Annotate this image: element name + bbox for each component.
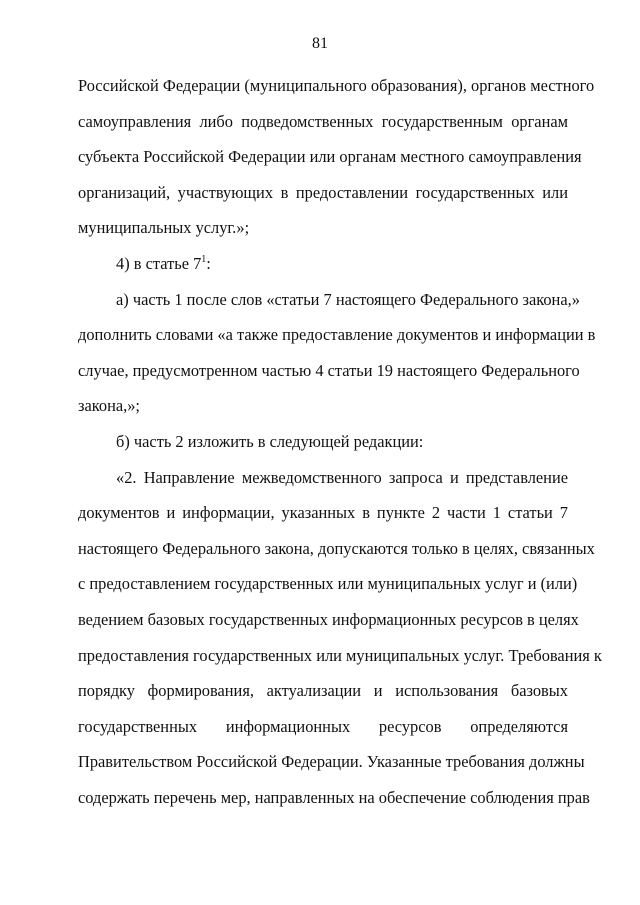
text-line: предоставления государственных или муниципальных услуг. Требования к [78, 645, 602, 665]
text-line: ведением базовых государственных информационных ресурсов в целях [78, 609, 579, 629]
text-line: Российской Федерации (муниципального образования), органов местного [78, 76, 595, 95]
text-line: субъекта Российской Федерации или органам местного самоуправления [78, 147, 582, 167]
paragraph-2-colon: : [206, 253, 211, 273]
document-body [78, 68, 602, 815]
text-line: муниципальных услуг.»; [78, 218, 250, 238]
text-line: «2. Направление межведомственного запроса и представление [116, 467, 568, 487]
text-line: с предоставлением государственных или муниципальных услуг и (или) [78, 574, 578, 594]
paragraph-5 [78, 460, 602, 816]
text-line: б) часть 2 изложить в следующей редакции: [116, 431, 424, 451]
text-line: случае, предусмотренном частью 4 статьи 19 настоящего Федерального [78, 360, 580, 380]
paragraph-3 [78, 282, 596, 424]
paragraph-1 [78, 68, 595, 246]
text-line: а) часть 1 после слов «статьи 7 настоящего Федерального закона,» [116, 289, 580, 309]
text-line [78, 246, 568, 282]
paragraph-2-text: 4) в статье 7 [116, 253, 202, 273]
text-line: Правительством Российской Федерации. Указанные требования должны [78, 752, 585, 772]
page-number: 81 [312, 35, 328, 52]
text-line: самоуправления либо подведомственных государственным органам [78, 111, 568, 131]
text-line: порядку формирования, актуализации и использования базовых [78, 681, 568, 701]
text-line: дополнить словами «а также предоставление документов и информации в [78, 325, 596, 345]
paragraph-4 [78, 424, 568, 460]
text-line: документов и информации, указанных в пункте 2 части 1 статьи 7 [78, 503, 568, 523]
text-line: организаций, участвующих в предоставлении государственных или [78, 182, 568, 202]
text-line: содержать перечень мер, направленных на обеспечение соблюдения прав [78, 787, 590, 807]
superscript: 1 [201, 253, 207, 265]
paragraph-2 [78, 246, 568, 282]
text-line: настоящего Федерального закона, допускаются только в целях, связанных [78, 538, 595, 558]
text-line: закона,»; [78, 396, 140, 416]
text-line: государственных информационных ресурсов определяются [78, 716, 568, 736]
